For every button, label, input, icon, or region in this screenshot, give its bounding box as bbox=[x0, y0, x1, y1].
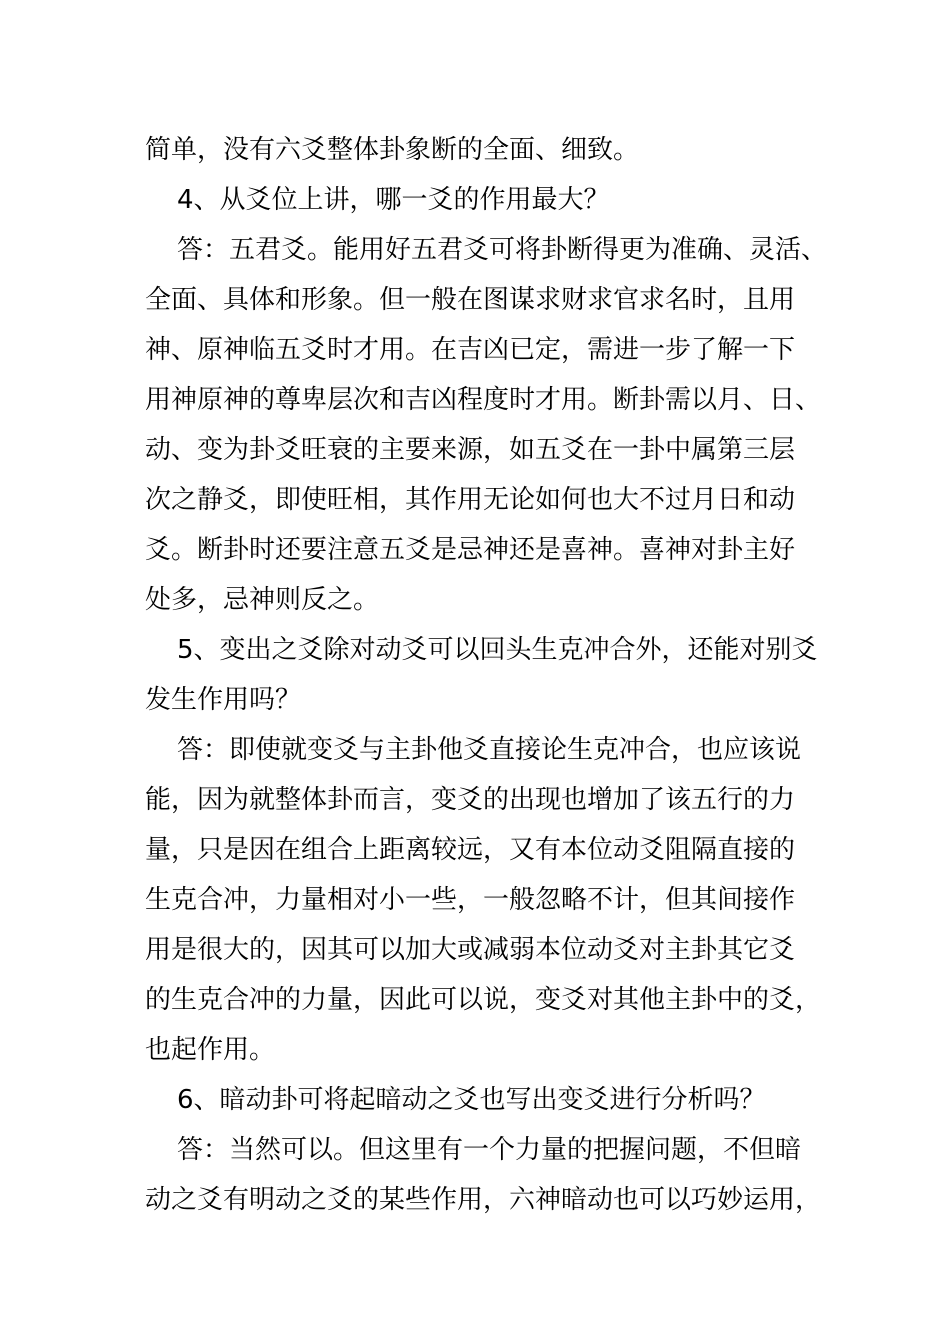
question-5-line-2: 发生作用吗？ bbox=[145, 685, 302, 715]
answer-4-line-8: 处多，忌神则反之。 bbox=[145, 585, 380, 615]
answer-5-line-4: 生克合冲，力量相对小一些，一般忽略不计，但其间接作 bbox=[145, 885, 796, 915]
answer-4-line-7: 爻。断卦时还要注意五爻是忌神还是喜神。喜神对卦主好 bbox=[145, 535, 796, 565]
answer-5-line-7: 也起作用。 bbox=[145, 1035, 276, 1065]
text-line-1: 简单，没有六爻整体卦象断的全面、细致。 bbox=[145, 135, 640, 165]
question-5-line-1: 5、变出之爻除对动爻可以回头生克冲合外，还能对别爻 bbox=[177, 635, 818, 665]
answer-4-line-3: 神、原神临五爻时才用。在吉凶已定，需进一步了解一下 bbox=[145, 335, 796, 365]
question-4: 4、从爻位上讲，哪一爻的作用最大？ bbox=[177, 185, 610, 215]
answer-4-line-1: 答：五君爻。能用好五君爻可将卦断得更为准确、灵活、 bbox=[177, 235, 828, 265]
answer-5-line-3: 量，只是因在组合上距离较远，又有本位动爻阻隔直接的 bbox=[145, 835, 796, 865]
answer-4-line-4: 用神原神的尊卑层次和吉凶程度时才用。断卦需以月、日、 bbox=[145, 385, 822, 415]
answer-6-line-1: 答：当然可以。但这里有一个力量的把握问题，不但暗 bbox=[177, 1135, 802, 1165]
question-6: 6、暗动卦可将起暗动之爻也写出变爻进行分析吗？ bbox=[177, 1085, 766, 1115]
answer-6-line-2: 动之爻有明动之爻的某些作用，六神暗动也可以巧妙运用， bbox=[145, 1185, 822, 1215]
answer-5-line-5: 用是很大的，因其可以加大或减弱本位动爻对主卦其它爻 bbox=[145, 935, 796, 965]
answer-4-line-6: 次之静爻，即使旺相，其作用无论如何也大不过月日和动 bbox=[145, 485, 796, 515]
answer-5-line-6: 的生克合冲的力量，因此可以说，变爻对其他主卦中的爻， bbox=[145, 985, 822, 1015]
answer-4-line-2: 全面、具体和形象。但一般在图谋求财求官求名时，且用 bbox=[145, 285, 796, 315]
answer-5-line-1: 答：即使就变爻与主卦他爻直接论生克冲合，也应该说 bbox=[177, 735, 802, 765]
answer-5-line-2: 能，因为就整体卦而言，变爻的出现也增加了该五行的力 bbox=[145, 785, 796, 815]
answer-4-line-5: 动、变为卦爻旺衰的主要来源，如五爻在一卦中属第三层 bbox=[145, 435, 796, 465]
